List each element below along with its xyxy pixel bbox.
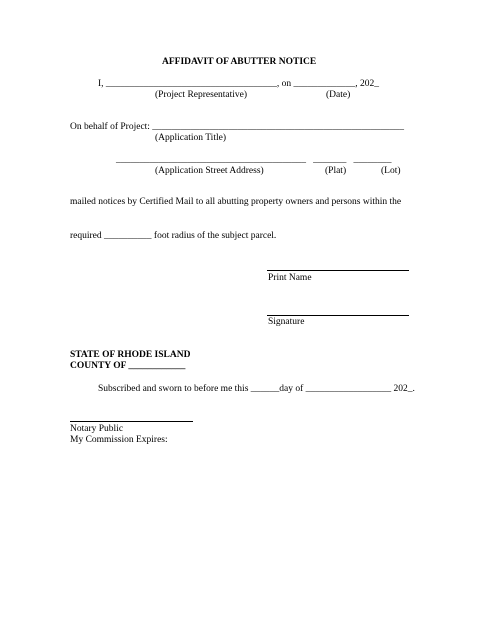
notary-signature-line bbox=[70, 421, 193, 422]
notary-public-label: Notary Public bbox=[70, 424, 124, 434]
document-title: AFFIDAVIT OF ABUTTER NOTICE bbox=[162, 57, 317, 67]
commission-expires-label: My Commission Expires: bbox=[70, 435, 168, 445]
state-heading: STATE OF RHODE ISLAND bbox=[70, 350, 191, 360]
project-representative-label: (Project Representative) bbox=[155, 90, 248, 100]
application-street-address-label: (Application Street Address) bbox=[155, 166, 264, 176]
certified-mail-paragraph: mailed notices by Certified Mail to all abutting property owners and persons within the bbox=[70, 197, 402, 207]
address-plat-lot-line: ________________________________________ _______ ________ bbox=[116, 155, 392, 165]
date-label: (Date) bbox=[326, 90, 351, 100]
on-behalf-of-project-line: On behalf of Project: _____________________________________________________ bbox=[70, 122, 405, 132]
representative-date-line: I, ____________________________________, on _____________, 202_ bbox=[98, 79, 380, 89]
application-title-label: (Application Title) bbox=[155, 133, 226, 143]
plat-label: (Plat) bbox=[325, 166, 347, 176]
radius-paragraph: required __________ foot radius of the subject parcel. bbox=[70, 231, 277, 241]
print-name-label: Print Name bbox=[268, 273, 312, 283]
signature-label: Signature bbox=[268, 317, 305, 327]
print-name-signature-line bbox=[267, 270, 409, 271]
lot-label: (Lot) bbox=[381, 166, 401, 176]
subscribed-and-sworn-line: Subscribed and sworn to before me this ______day of __________________ 202_. bbox=[98, 384, 415, 394]
signature-line bbox=[267, 315, 409, 316]
county-heading: COUNTY OF ____________ bbox=[70, 361, 186, 371]
